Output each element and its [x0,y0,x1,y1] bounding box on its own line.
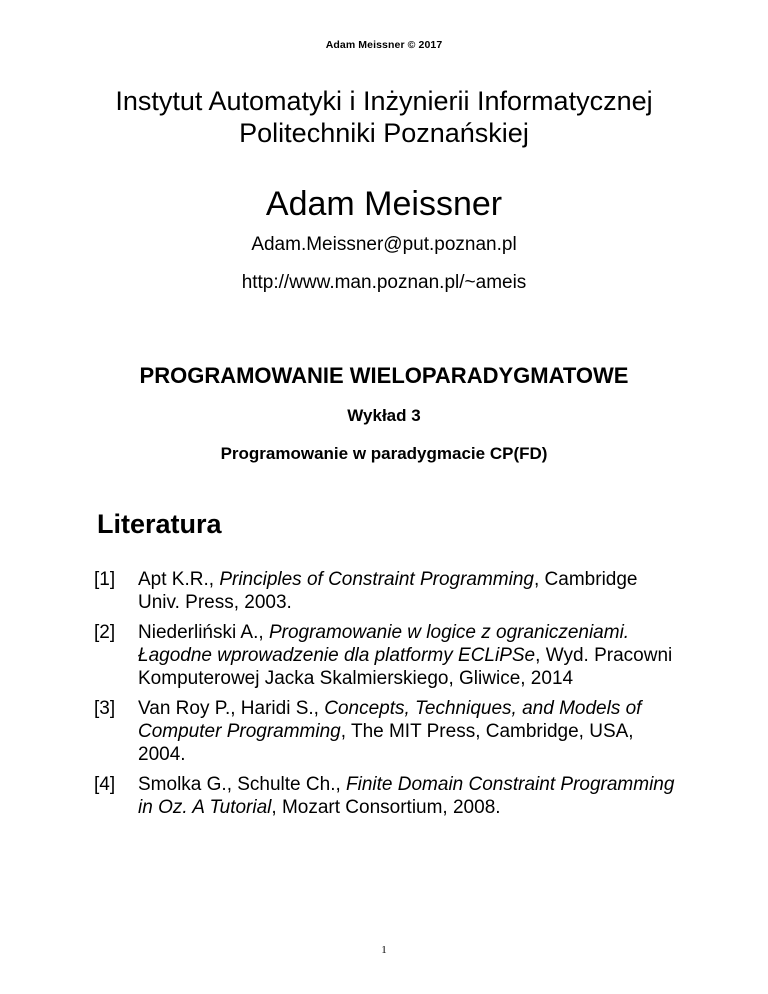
page-number: 1 [381,944,387,956]
reference-title: Programowanie w logice z ograniczeniami. Łagodne wprowadzenie dla platformy ECLiPSe [138,622,630,666]
reference-text [138,773,684,819]
author-name: Adam Meissner [265,185,503,223]
institute-line-2: Politechniki Poznańskiej [239,118,529,148]
reference-authors: Apt K.R., [138,569,220,590]
reference-publisher: , Cambridge Univ. Press, 2003. [138,569,638,613]
institute-line-1: Instytut Automatyki i Inżynierii Informatycznej [115,86,653,116]
reference-title: Finite Domain Constraint Programming in Oz. A Tutorial [138,774,675,818]
reference-title: Concepts, Techniques, and Models of Computer Programming [138,698,642,742]
author-url: http://www.man.poznan.pl/~ameis [241,272,527,293]
reference-authors: Niederliński A., [138,622,269,643]
reference-authors: Van Roy P., Haridi S., [138,698,325,719]
course-title: PROGRAMOWANIE WIELOPARADYGMATOWE [139,363,629,388]
reference-number: [4] [94,774,116,795]
lecture-number: Wykład 3 [347,406,421,425]
reference-list [94,568,684,826]
reference-item [94,621,684,690]
lecture-topic: Programowanie w paradygmacie CP(FD) [220,444,548,463]
reference-item [94,773,684,819]
literature-heading: Literatura [97,509,222,539]
reference-number: [2] [94,622,116,643]
copyright-header: Adam Meissner © 2017 [325,39,443,51]
reference-number: [1] [94,569,116,590]
reference-number: [3] [94,698,116,719]
reference-title: Principles of Constraint Programming [219,569,534,590]
reference-text [138,697,684,766]
reference-text [138,568,684,614]
reference-publisher: , The MIT Press, Cambridge, USA, 2004. [138,721,634,765]
reference-text [138,621,684,690]
author-email: Adam.Meissner@put.poznan.pl [251,234,517,255]
reference-item [94,697,684,766]
institute-name [0,85,768,149]
reference-publisher: , Mozart Consortium, 2008. [271,797,501,818]
reference-publisher: , Wyd. Pracowni Komputerowej Jacka Skalmierskiego, Gliwice, 2014 [138,645,673,689]
reference-authors: Smolka G., Schulte Ch., [138,774,347,795]
reference-item [94,568,684,614]
